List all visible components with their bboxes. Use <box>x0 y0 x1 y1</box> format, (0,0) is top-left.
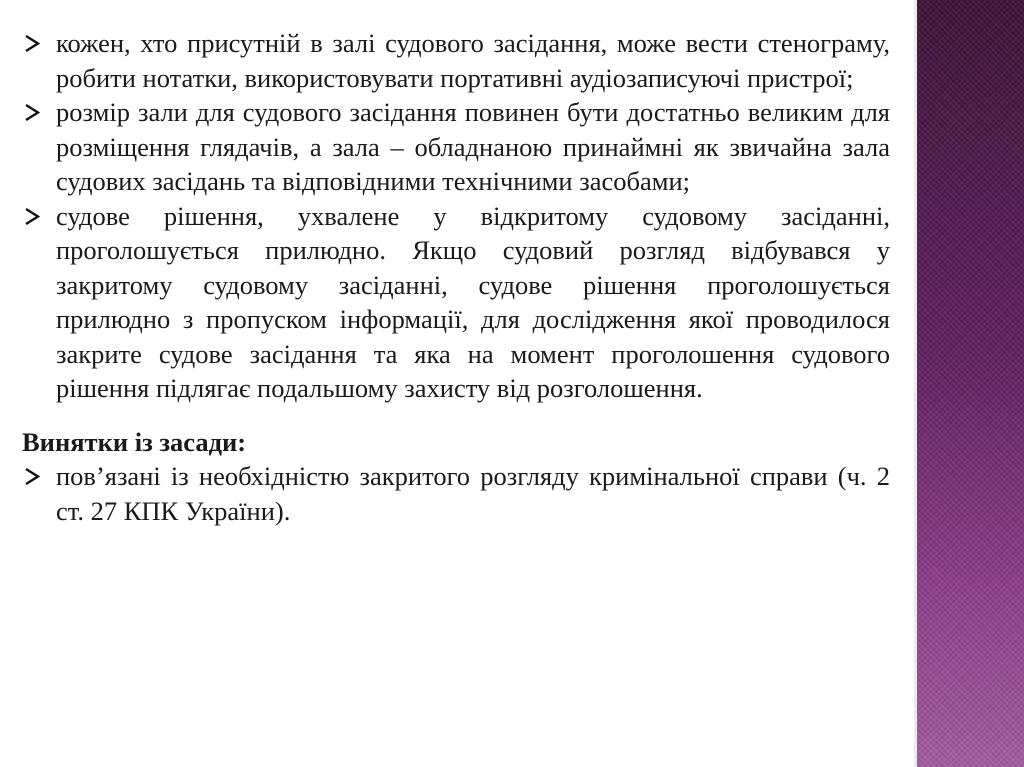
slide-content <box>22 26 890 528</box>
exception-bullet-list <box>22 459 890 528</box>
exception-bullet-item <box>22 459 890 528</box>
exception-bullet-text: пов’язані із необхідністю закритого розгляду кримінальної справи (ч. 2 ст. 27 КПК України). <box>56 461 890 526</box>
arrow-bullet-icon <box>24 35 40 52</box>
arrow-bullet-icon <box>24 468 40 485</box>
bullet-text: кожен, хто присутній в залі судового засідання, може вести стенограму, робити нотатки, використовувати портативні аудіозаписуючі пристрої; <box>56 28 890 93</box>
bullet-text: розмір зали для судового засідання повинен бути достатньо великим для розміщення глядачів, а зала – обладнаною принаймні як звичайна зала судових засідань та відповідними технічними засобами; <box>56 97 890 196</box>
bullet-list <box>22 26 890 406</box>
arrow-bullet-icon <box>24 208 40 225</box>
decorative-side-panel <box>914 0 1024 767</box>
bullet-item <box>22 199 890 406</box>
side-panel-texture <box>917 0 1024 767</box>
bullet-item <box>22 95 890 199</box>
bullet-item <box>22 26 890 95</box>
arrow-bullet-icon <box>24 104 40 121</box>
exceptions-heading: Винятки із засади: <box>22 426 247 457</box>
bullet-text: судове рішення, ухвалене у відкритому судовому засіданні, проголошується прилюдно. Якщо судовий розгляд відбувався у закритому судовому засіданні, судове рішення проголошується прилюдно з пропуском інформації, для дослідження якої проводилося закрите судове засідання та яка на момент проголошення судового рішення підлягає подальшому захисту від розголошення. <box>56 200 890 403</box>
